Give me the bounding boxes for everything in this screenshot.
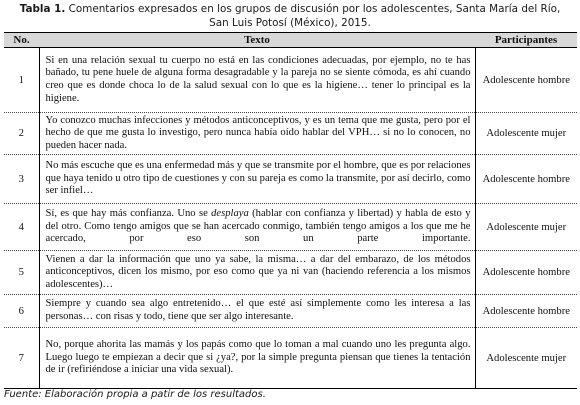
row-number: 3 [4, 155, 39, 204]
table-row [4, 295, 577, 328]
table-row [4, 113, 577, 155]
row-participant: Adolescente mujer [475, 328, 577, 389]
table-caption [0, 2, 580, 30]
table-row [4, 328, 577, 389]
header-participantes: Participantes [475, 33, 577, 48]
row-participant: Adolescente hombre [475, 48, 577, 113]
row-text-emphasis: desplaya [211, 208, 249, 220]
table-row [4, 251, 577, 295]
comments-table [4, 32, 577, 389]
row-text: No más escuche que es una enfermedad más y que se transmite por el hombre, que es por relaciones que haya tenido u otro tipo de cuestiones y con su pareja es como la transmite, por así decirlo, como ser infiel… [39, 155, 475, 204]
header-no: No. [4, 33, 39, 48]
table-header-row [4, 33, 577, 48]
caption-line-1 [0, 2, 580, 16]
row-text-part: Sí, es que hay más confianza. Uno se [45, 208, 212, 220]
row-number: 4 [4, 204, 39, 251]
table-row [4, 155, 577, 204]
row-participant: Adolescente mujer [475, 204, 577, 251]
row-text: Siempre y cuando sea algo entretenido… el que esté así simplemente como les interesa a las personas… con risas y todo, tiene que ser algo interesante. [39, 295, 475, 328]
row-participant: Adolescente hombre [475, 251, 577, 295]
row-text: Yo conozco muchas infecciones y métodos anticonceptivos, y es un tema que me gusta, pero por el hecho de que me gusta lo investigo, pero nunca había oído hablar del VPH… si no lo conocen, no pueden hacer nada. [39, 113, 475, 155]
caption-title: Comentarios expresados en los grupos de discusión por los adolescentes, Santa María del Río, [65, 3, 561, 15]
caption-label: Tabla 1. [19, 3, 66, 15]
row-text-part: (hablar con confianza y libertad) y habla de esto y del otro. Como tengo amigos que se han acercado conmigo, también tengo amigos a los que me he acercado, por eso son un parte importante. [45, 208, 471, 245]
row-participant: Adolescente hombre [475, 155, 577, 204]
row-text: Si en una relación sexual tu cuerpo no está en las condiciones adecuadas, por ejemplo, no te has bañado, tu pene huele de alguna forma desagradable y la pareja no se siente cómoda, es ahí cuando creo que es donde choca lo de la salud sexual con lo que es la higiene… tener lo principal es la higiene. [39, 48, 475, 113]
row-number: 6 [4, 295, 39, 328]
caption-line-2: San Luis Potosí (México), 2015. [209, 17, 371, 29]
row-text: Vienen a dar la información que uno ya sabe, la misma… a dar del embarazo, de los métodos anticonceptivos, dicen los mismo, por eso como que ya ni van (haciendo referencia a los mismos adolescentes)… [39, 251, 475, 295]
row-number: 5 [4, 251, 39, 295]
row-participant: Adolescente hombre [475, 295, 577, 328]
row-text: No, porque ahorita las mamás y los papás como que lo toman a mal cuando uno les pregunta algo. Luego luego te empiezan a decir que si ¿ya?, por la simple pregunta piensan que tienes la tentación de ir (refiriéndose a iniciar una vida sexual). [39, 328, 475, 389]
row-text [39, 204, 475, 251]
row-number: 1 [4, 48, 39, 113]
row-number: 2 [4, 113, 39, 155]
table-row [4, 48, 577, 113]
header-texto: Texto [39, 33, 475, 48]
row-number: 7 [4, 328, 39, 389]
table-source-note: Fuente: Elaboración propia a patir de los resultados. [4, 389, 266, 400]
table-row [4, 204, 577, 251]
row-participant: Adolescente mujer [475, 113, 577, 155]
